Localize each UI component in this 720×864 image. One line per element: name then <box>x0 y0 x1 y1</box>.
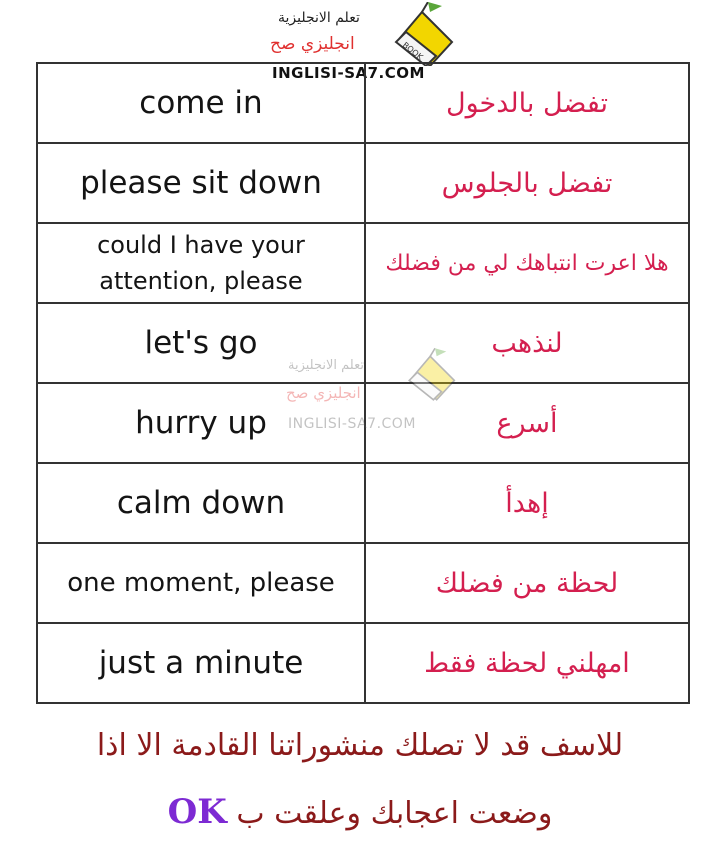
arabic-translation: تفضل بالجلوس <box>365 143 689 223</box>
english-phrase-line: attention, please <box>99 267 303 295</box>
english-phrase: let's go <box>37 303 365 383</box>
watermark-title: انجليزي صح <box>286 384 361 402</box>
english-phrase: come in <box>37 63 365 143</box>
table-row <box>37 143 689 223</box>
english-phrase: calm down <box>37 463 365 543</box>
english-phrase: hurry up <box>37 383 365 463</box>
arabic-translation: لحظة من فضلك <box>365 543 689 623</box>
arabic-translation: هلا اعرت انتباهك لي من فضلك <box>365 223 689 303</box>
logo-title: انجليزي صح <box>270 34 355 54</box>
book-with-flag-icon <box>398 344 464 404</box>
table-row <box>37 63 689 143</box>
english-phrase: just a minute <box>37 623 365 703</box>
english-phrase <box>37 223 365 303</box>
footer-call-to-action <box>0 792 720 832</box>
table-row <box>37 543 689 623</box>
arabic-translation: لنذهب <box>365 303 689 383</box>
book-with-flag-icon <box>382 2 464 66</box>
english-phrase: please sit down <box>37 143 365 223</box>
svg-text:BOOK: BOOK <box>400 40 425 62</box>
footer-cta-text: وضعت اعجابك وعلقت ب <box>236 796 553 831</box>
arabic-translation: إهدأ <box>365 463 689 543</box>
logo-url: INGLISI-SA7.COM <box>272 64 425 82</box>
arabic-translation: تفضل بالدخول <box>365 63 689 143</box>
watermark-logo <box>286 340 466 440</box>
english-phrase-line: could I have your <box>97 231 305 259</box>
footer-notice: للاسف قد لا تصلك منشوراتنا القادمة الا اذا <box>96 728 624 763</box>
table-row <box>37 223 689 303</box>
logo-tagline: تعلم الانجليزية <box>278 10 360 26</box>
table-row <box>37 463 689 543</box>
arabic-translation: امهلني لحظة فقط <box>365 623 689 703</box>
arabic-translation: أسرع <box>365 383 689 463</box>
watermark-url: INGLISI-SA7.COM <box>288 416 416 432</box>
watermark-tagline: تعلم الانجليزية <box>288 358 365 373</box>
english-phrase: one moment, please <box>37 543 365 623</box>
ok-word: OK <box>167 792 227 832</box>
table-row <box>37 623 689 703</box>
